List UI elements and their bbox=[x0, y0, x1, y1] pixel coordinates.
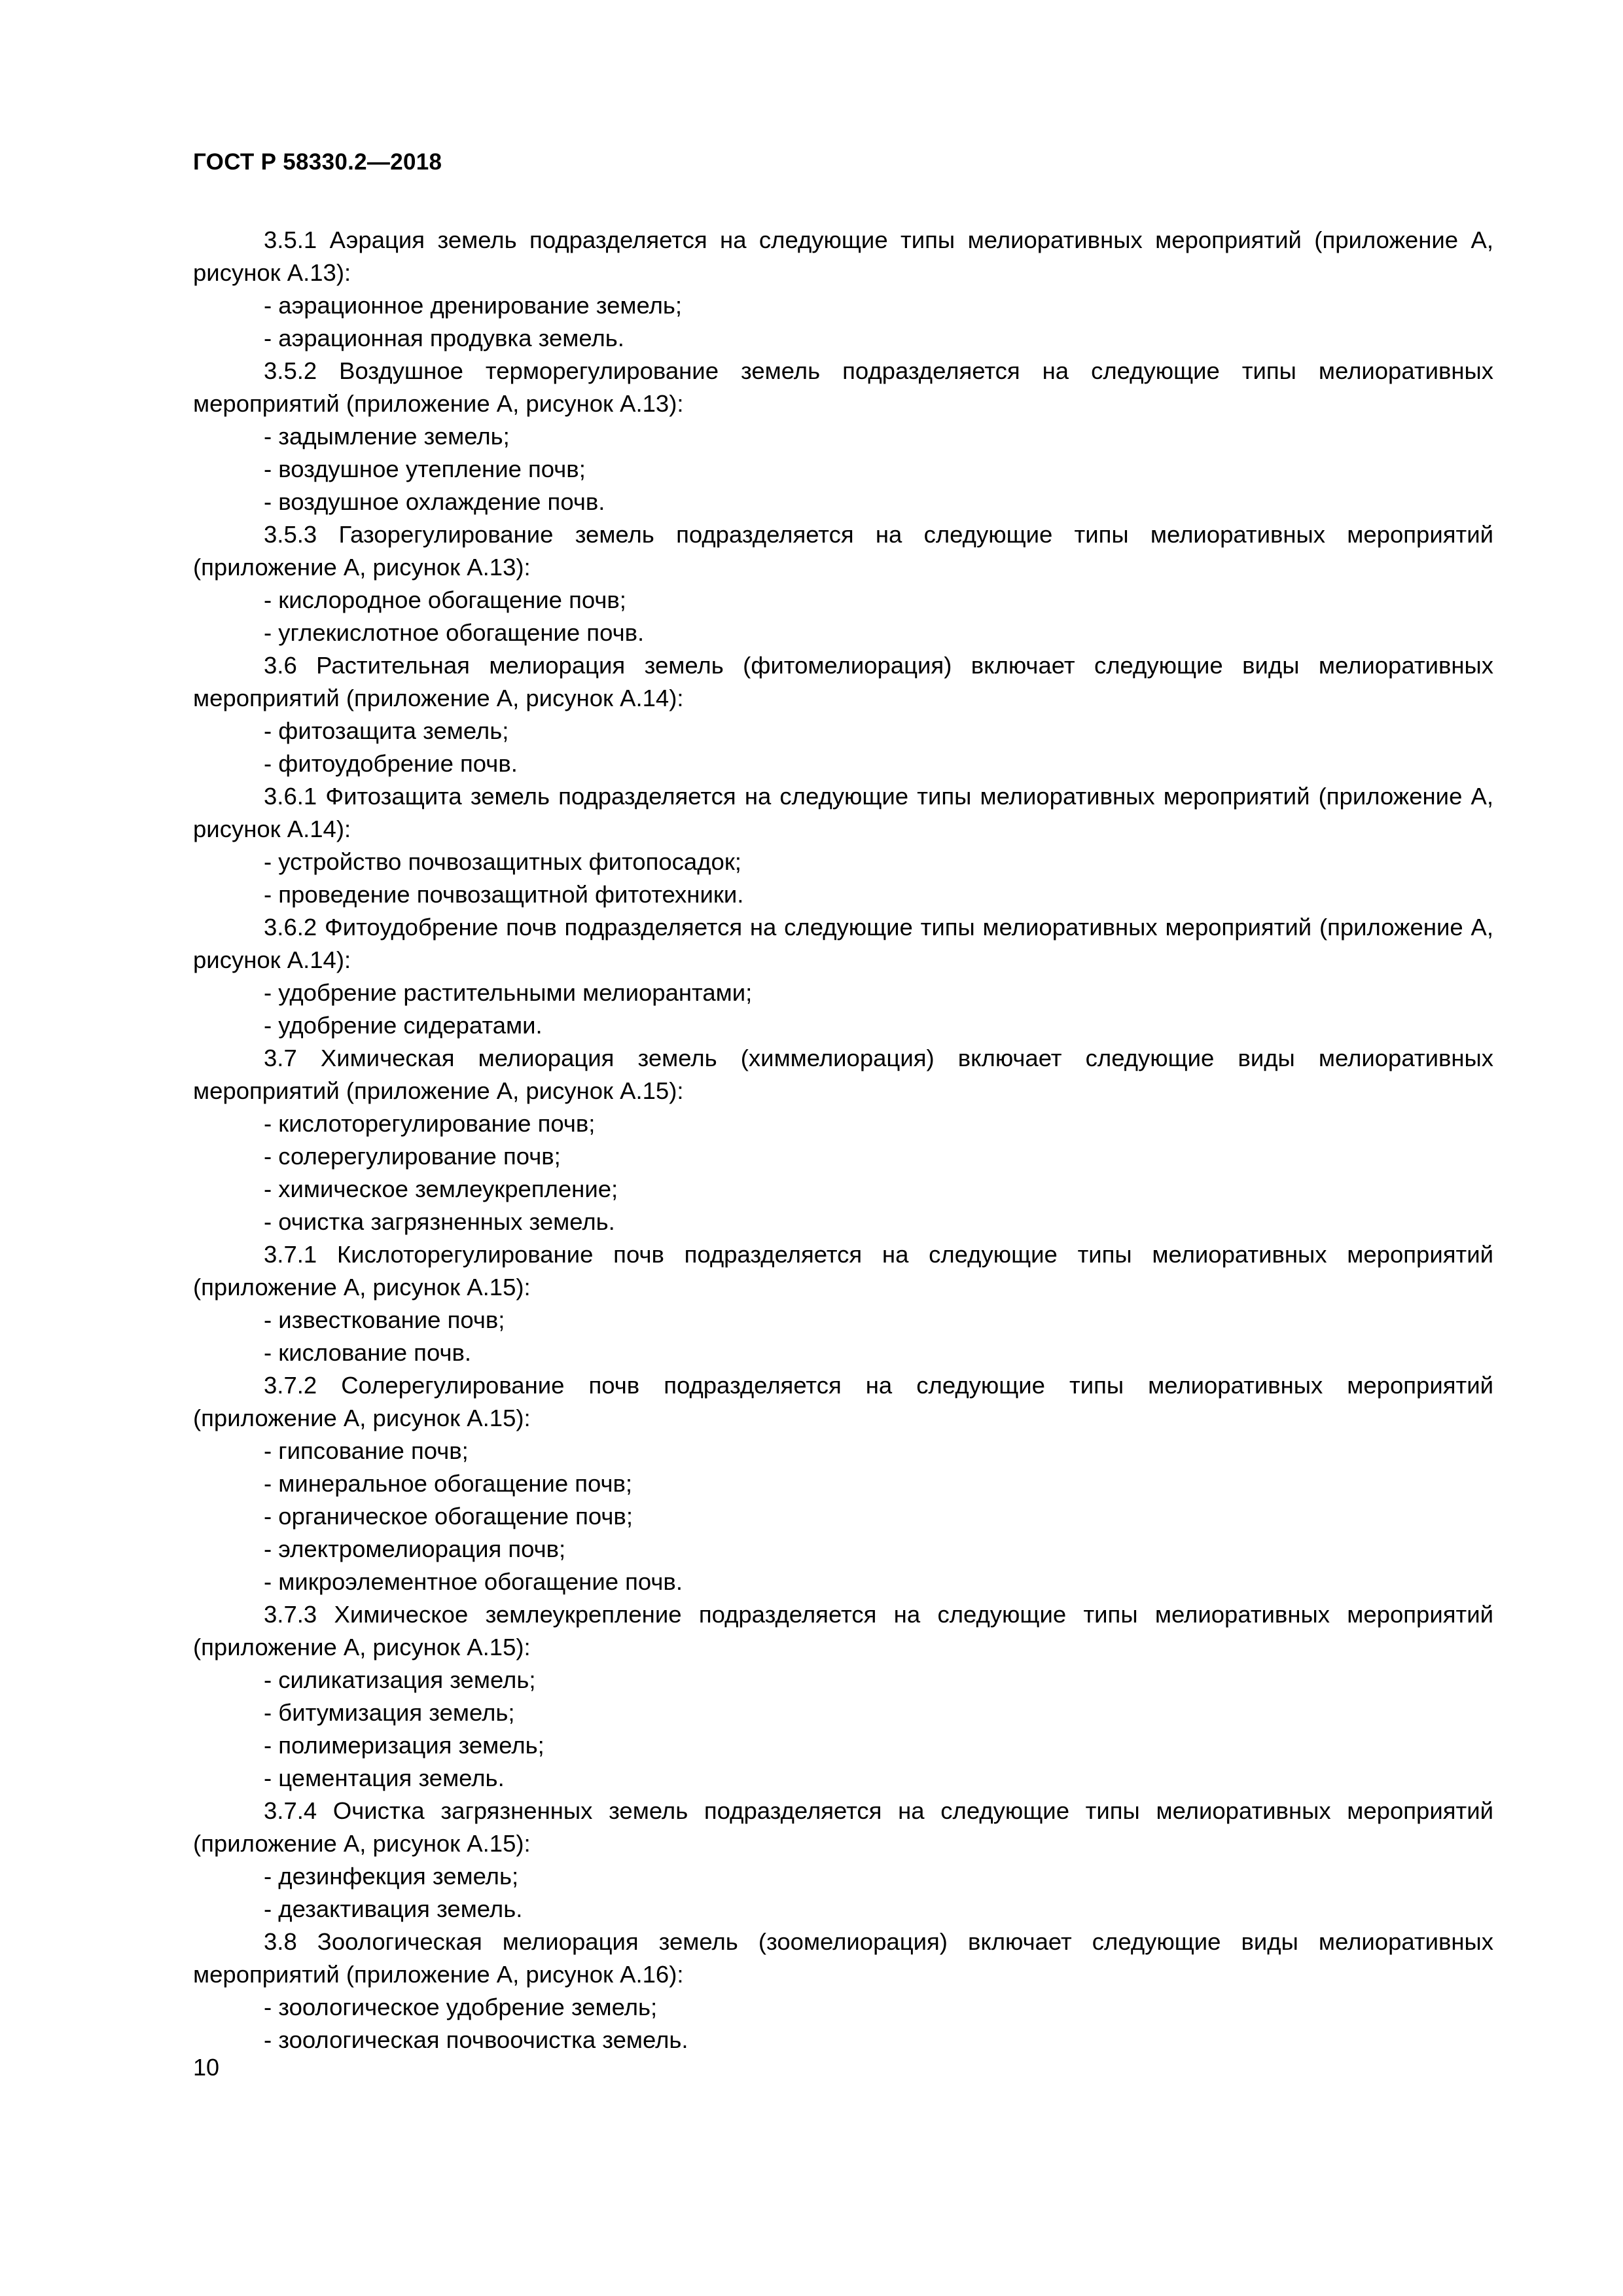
paragraph: 3.6 Растительная мелиорация земель (фитомелиорация) включает следующие виды мелиоративных мероприятий (приложение А, рисунок А.14): bbox=[193, 652, 1493, 711]
list-item: - удобрение сидератами. bbox=[264, 1012, 543, 1039]
paragraph: 3.7.1 Кислоторегулирование почв подразделяется на следующие типы мелиоративных мероприятий (приложение А, рисунок А.15): bbox=[193, 1241, 1493, 1300]
list-item: - кислоторегулирование почв; bbox=[264, 1110, 596, 1137]
list-item: - зоологическая почвоочистка земель. bbox=[264, 2026, 688, 2053]
paragraph: 3.5.3 Газорегулирование земель подразделяется на следующие типы мелиоративных мероприятий (приложение А, рисунок А.13): bbox=[193, 521, 1493, 581]
list-item: - устройство почвозащитных фитопосадок; bbox=[264, 848, 741, 875]
list-item: - зоологическое удобрение земель; bbox=[264, 1994, 658, 2020]
list-item: - кислование почв. bbox=[264, 1339, 471, 1366]
list-item: - битумизация земель; bbox=[264, 1699, 515, 1726]
list-item: - солерегулирование почв; bbox=[264, 1143, 561, 1170]
list-item: - минеральное обогащение почв; bbox=[264, 1470, 633, 1497]
paragraph: 3.7.2 Солерегулирование почв подразделяется на следующие типы мелиоративных мероприятий (приложение А, рисунок А.15): bbox=[193, 1372, 1493, 1431]
list-item: - химическое землеукрепление; bbox=[264, 1175, 618, 1202]
paragraph: 3.5.1 Аэрация земель подразделяется на следующие типы мелиоративных мероприятий (приложение А, рисунок А.13): bbox=[193, 226, 1493, 286]
list-item: - полимеризация земель; bbox=[264, 1732, 544, 1759]
list-item: - микроэлементное обогащение почв. bbox=[264, 1568, 683, 1595]
list-item: - известкование почв; bbox=[264, 1306, 505, 1333]
list-item: - кислородное обогащение почв; bbox=[264, 586, 626, 613]
list-item: - воздушное охлаждение почв. bbox=[264, 488, 605, 515]
list-item: - органическое обогащение почв; bbox=[264, 1503, 633, 1530]
paragraph: 3.6.1 Фитозащита земель подразделяется на следующие типы мелиоративных мероприятий (приложение А, рисунок А.14): bbox=[193, 783, 1493, 842]
list-item: - удобрение растительными мелиорантами; bbox=[264, 979, 753, 1006]
list-item: - воздушное утепление почв; bbox=[264, 456, 586, 482]
paragraph: 3.5.2 Воздушное терморегулирование земель подразделяется на следующие типы мелиоративных мероприятий (приложение А, рисунок А.13): bbox=[193, 357, 1493, 417]
paragraph: 3.7.4 Очистка загрязненных земель подразделяется на следующие типы мелиоративных мероприятий (приложение А, рисунок А.15): bbox=[193, 1797, 1493, 1857]
list-item: - цементация земель. bbox=[264, 1765, 505, 1791]
document-body bbox=[193, 224, 1493, 2056]
page-number: 10 bbox=[193, 2054, 220, 2081]
list-item: - задымление земель; bbox=[264, 423, 510, 450]
paragraph: 3.7 Химическая мелиорация земель (химмелиорация) включает следующие виды мелиоративных мероприятий (приложение А, рисунок А.15): bbox=[193, 1045, 1493, 1104]
paragraph: 3.8 Зоологическая мелиорация земель (зоомелиорация) включает следующие виды мелиоративных мероприятий (приложение А, рисунок А.16): bbox=[193, 1928, 1493, 1988]
list-item: - проведение почвозащитной фитотехники. bbox=[264, 881, 744, 908]
document-header: ГОСТ Р 58330.2—2018 bbox=[193, 149, 442, 175]
list-item: - дезактивация земель. bbox=[264, 1895, 523, 1922]
list-item: - электромелиорация почв; bbox=[264, 1535, 566, 1562]
paragraph: 3.7.3 Химическое землеукрепление подразделяется на следующие типы мелиоративных мероприятий (приложение А, рисунок А.15): bbox=[193, 1601, 1493, 1660]
list-item: - очистка загрязненных земель. bbox=[264, 1208, 615, 1235]
list-item: - гипсование почв; bbox=[264, 1437, 469, 1464]
list-item: - силикатизация земель; bbox=[264, 1666, 536, 1693]
list-item: - углекислотное обогащение почв. bbox=[264, 619, 645, 646]
paragraph: 3.6.2 Фитоудобрение почв подразделяется на следующие типы мелиоративных мероприятий (приложение А, рисунок А.14): bbox=[193, 914, 1493, 973]
list-item: - аэрационная продувка земель. bbox=[264, 325, 624, 351]
list-item: - фитоудобрение почв. bbox=[264, 750, 518, 777]
list-item: - дезинфекция земель; bbox=[264, 1863, 519, 1890]
list-item: - фитозащита земель; bbox=[264, 717, 509, 744]
list-item: - аэрационное дренирование земель; bbox=[264, 292, 683, 319]
